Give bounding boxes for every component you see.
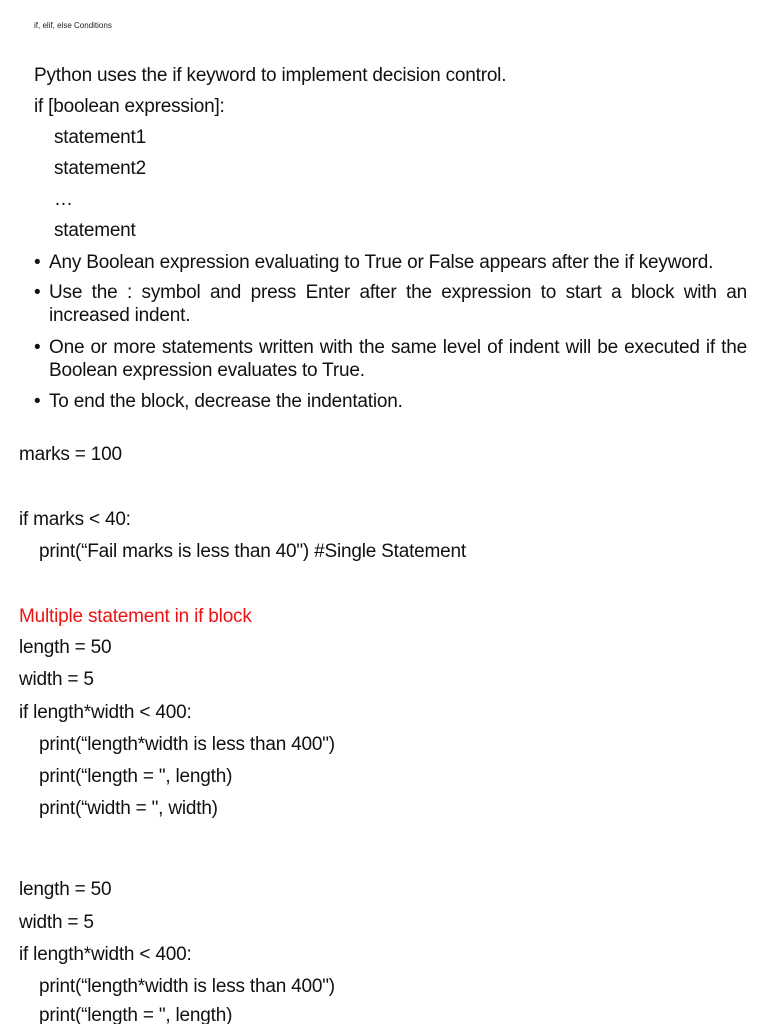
section-title: Multiple statement in if block — [19, 606, 252, 627]
code-line: width = 5 — [19, 669, 94, 690]
bullet-dot: • — [34, 337, 41, 358]
bullet-dot: • — [34, 282, 41, 303]
code-line: print(“length*width is less than 400") — [39, 734, 335, 755]
code-line: length = 50 — [19, 637, 112, 658]
code-line: print(“width = ", width) — [39, 798, 218, 819]
code-line: print(“length*width is less than 400") — [39, 976, 335, 997]
bullet-text: One or more statements written with the same level of indent will be executed if the Boolean expression evaluates to True. — [49, 337, 747, 381]
code-line: length = 50 — [19, 879, 112, 900]
code-line: marks = 100 — [19, 444, 122, 465]
syntax-ellipsis: … — [54, 189, 73, 210]
syntax-if-line: if [boolean expression]: — [34, 96, 225, 117]
intro-text: Python uses the if keyword to implement decision control. — [34, 65, 507, 86]
code-line: if length*width < 400: — [19, 944, 192, 965]
syntax-statement-2: statement2 — [54, 158, 146, 179]
bullet-text: To end the block, decrease the indentation. — [49, 391, 403, 412]
page-header: if, elif, else Conditions — [34, 21, 112, 30]
syntax-statement-1: statement1 — [54, 127, 146, 148]
bullet-dot: • — [34, 252, 41, 273]
bullet-item — [34, 390, 747, 413]
bullet-item — [34, 281, 747, 327]
bullet-item — [34, 251, 747, 274]
syntax-statement-n: statement — [54, 220, 136, 241]
bullet-item — [34, 336, 747, 382]
bullet-dot: • — [34, 391, 41, 412]
code-line: if marks < 40: — [19, 509, 131, 530]
code-line: print(“Fail marks is less than 40") #Single Statement — [39, 541, 466, 562]
code-line: print(“length = ", length) — [39, 1005, 233, 1024]
bullet-text: Any Boolean expression evaluating to True or False appears after the if keyword. — [49, 252, 714, 273]
code-line: width = 5 — [19, 912, 94, 933]
code-line: print(“length = ", length) — [39, 766, 233, 787]
bullet-text: Use the : symbol and press Enter after the expression to start a block with an increased indent. — [49, 282, 747, 326]
code-line: if length*width < 400: — [19, 702, 192, 723]
